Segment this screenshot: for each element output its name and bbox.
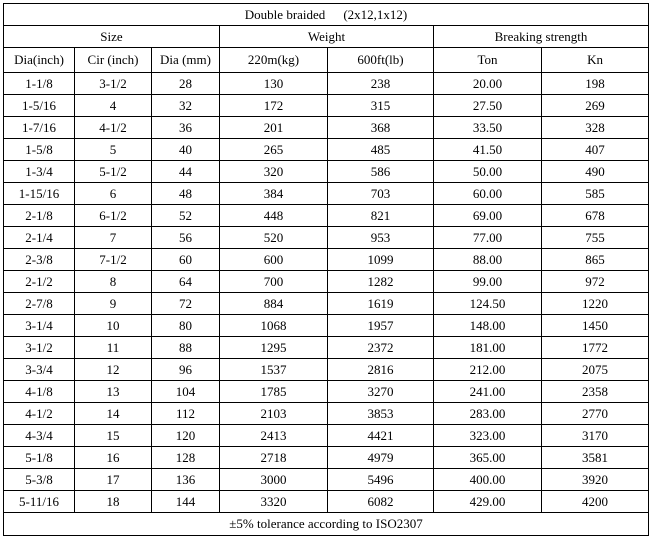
cell-kn: 3170 bbox=[542, 425, 649, 447]
cell-dia-mm: 28 bbox=[152, 73, 220, 95]
table-title bbox=[4, 4, 649, 26]
cell-weight-lb: 485 bbox=[328, 139, 434, 161]
cell-cir-inch: 10 bbox=[75, 315, 152, 337]
cell-dia-mm: 104 bbox=[152, 381, 220, 403]
cell-weight-kg: 3320 bbox=[220, 491, 328, 513]
cell-kn: 269 bbox=[542, 95, 649, 117]
table-row bbox=[4, 205, 649, 227]
table-row bbox=[4, 491, 649, 513]
cell-cir-inch: 18 bbox=[75, 491, 152, 513]
table-row bbox=[4, 139, 649, 161]
cell-kn: 407 bbox=[542, 139, 649, 161]
cell-dia-inch: 1-15/16 bbox=[4, 183, 75, 205]
cell-cir-inch: 7-1/2 bbox=[75, 249, 152, 271]
cell-weight-kg: 520 bbox=[220, 227, 328, 249]
table-row bbox=[4, 425, 649, 447]
cell-cir-inch: 6 bbox=[75, 183, 152, 205]
cell-ton: 365.00 bbox=[434, 447, 542, 469]
cell-weight-lb: 1957 bbox=[328, 315, 434, 337]
cell-dia-mm: 40 bbox=[152, 139, 220, 161]
tolerance-note: ±5% tolerance according to ISO2307 bbox=[4, 513, 649, 536]
cell-dia-inch: 2-3/8 bbox=[4, 249, 75, 271]
column-header-weight-kg: 220m(kg) bbox=[220, 48, 328, 73]
group-header-size: Size bbox=[4, 26, 220, 48]
cell-cir-inch: 5-1/2 bbox=[75, 161, 152, 183]
cell-dia-mm: 144 bbox=[152, 491, 220, 513]
cell-dia-inch: 5-1/8 bbox=[4, 447, 75, 469]
cell-ton: 283.00 bbox=[434, 403, 542, 425]
cell-ton: 88.00 bbox=[434, 249, 542, 271]
cell-weight-lb: 4979 bbox=[328, 447, 434, 469]
cell-ton: 77.00 bbox=[434, 227, 542, 249]
cell-dia-inch: 1-5/16 bbox=[4, 95, 75, 117]
cell-weight-lb: 3270 bbox=[328, 381, 434, 403]
cell-weight-lb: 315 bbox=[328, 95, 434, 117]
cell-kn: 198 bbox=[542, 73, 649, 95]
table-row bbox=[4, 249, 649, 271]
cell-weight-kg: 320 bbox=[220, 161, 328, 183]
table-row bbox=[4, 359, 649, 381]
cell-ton: 50.00 bbox=[434, 161, 542, 183]
cell-dia-mm: 48 bbox=[152, 183, 220, 205]
title-text: Double braided bbox=[244, 6, 326, 22]
cell-cir-inch: 3-1/2 bbox=[75, 73, 152, 95]
cell-cir-inch: 15 bbox=[75, 425, 152, 447]
cell-weight-kg: 3000 bbox=[220, 469, 328, 491]
cell-kn: 490 bbox=[542, 161, 649, 183]
cell-dia-mm: 96 bbox=[152, 359, 220, 381]
cell-weight-lb: 1619 bbox=[328, 293, 434, 315]
cell-weight-kg: 2413 bbox=[220, 425, 328, 447]
cell-ton: 148.00 bbox=[434, 315, 542, 337]
cell-weight-lb: 1099 bbox=[328, 249, 434, 271]
cell-dia-inch: 3-3/4 bbox=[4, 359, 75, 381]
cell-dia-inch: 5-3/8 bbox=[4, 469, 75, 491]
cell-dia-mm: 120 bbox=[152, 425, 220, 447]
table-row bbox=[4, 117, 649, 139]
table-row bbox=[4, 381, 649, 403]
cell-ton: 60.00 bbox=[434, 183, 542, 205]
column-header-kn: Kn bbox=[542, 48, 649, 73]
cell-dia-mm: 80 bbox=[152, 315, 220, 337]
cell-weight-lb: 5496 bbox=[328, 469, 434, 491]
title-spec: (2x12,1x12) bbox=[343, 6, 408, 22]
cell-cir-inch: 14 bbox=[75, 403, 152, 425]
cell-weight-kg: 1068 bbox=[220, 315, 328, 337]
cell-kn: 3581 bbox=[542, 447, 649, 469]
cell-weight-lb: 821 bbox=[328, 205, 434, 227]
cell-weight-lb: 3853 bbox=[328, 403, 434, 425]
cell-dia-inch: 2-1/8 bbox=[4, 205, 75, 227]
cell-kn: 1772 bbox=[542, 337, 649, 359]
table-row bbox=[4, 73, 649, 95]
cell-dia-inch: 2-1/2 bbox=[4, 271, 75, 293]
cell-dia-mm: 88 bbox=[152, 337, 220, 359]
cell-cir-inch: 13 bbox=[75, 381, 152, 403]
cell-ton: 69.00 bbox=[434, 205, 542, 227]
column-header-dia-mm: Dia (mm) bbox=[152, 48, 220, 73]
group-header-breaking-strength: Breaking strength bbox=[434, 26, 649, 48]
cell-ton: 400.00 bbox=[434, 469, 542, 491]
cell-ton: 33.50 bbox=[434, 117, 542, 139]
cell-ton: 212.00 bbox=[434, 359, 542, 381]
cell-ton: 20.00 bbox=[434, 73, 542, 95]
table-row bbox=[4, 469, 649, 491]
cell-dia-inch: 5-11/16 bbox=[4, 491, 75, 513]
cell-weight-kg: 1295 bbox=[220, 337, 328, 359]
cell-weight-kg: 700 bbox=[220, 271, 328, 293]
cell-kn: 755 bbox=[542, 227, 649, 249]
table-row bbox=[4, 183, 649, 205]
cell-cir-inch: 9 bbox=[75, 293, 152, 315]
cell-weight-lb: 953 bbox=[328, 227, 434, 249]
cell-dia-inch: 2-1/4 bbox=[4, 227, 75, 249]
cell-ton: 429.00 bbox=[434, 491, 542, 513]
cell-dia-mm: 36 bbox=[152, 117, 220, 139]
cell-dia-inch: 1-7/16 bbox=[4, 117, 75, 139]
cell-weight-kg: 130 bbox=[220, 73, 328, 95]
cell-weight-kg: 2718 bbox=[220, 447, 328, 469]
cell-ton: 41.50 bbox=[434, 139, 542, 161]
title-row bbox=[4, 4, 649, 26]
cell-weight-kg: 2103 bbox=[220, 403, 328, 425]
cell-dia-inch: 4-1/8 bbox=[4, 381, 75, 403]
cell-weight-lb: 4421 bbox=[328, 425, 434, 447]
cell-dia-mm: 64 bbox=[152, 271, 220, 293]
cell-cir-inch: 6-1/2 bbox=[75, 205, 152, 227]
cell-cir-inch: 12 bbox=[75, 359, 152, 381]
cell-dia-mm: 136 bbox=[152, 469, 220, 491]
cell-kn: 2358 bbox=[542, 381, 649, 403]
cell-dia-mm: 128 bbox=[152, 447, 220, 469]
cell-dia-inch: 4-1/2 bbox=[4, 403, 75, 425]
cell-weight-lb: 368 bbox=[328, 117, 434, 139]
cell-dia-inch: 4-3/4 bbox=[4, 425, 75, 447]
cell-kn: 585 bbox=[542, 183, 649, 205]
cell-cir-inch: 17 bbox=[75, 469, 152, 491]
table-row bbox=[4, 271, 649, 293]
cell-dia-mm: 112 bbox=[152, 403, 220, 425]
cell-weight-kg: 1785 bbox=[220, 381, 328, 403]
cell-kn: 3920 bbox=[542, 469, 649, 491]
cell-dia-inch: 3-1/2 bbox=[4, 337, 75, 359]
cell-weight-kg: 172 bbox=[220, 95, 328, 117]
cell-kn: 1450 bbox=[542, 315, 649, 337]
cell-cir-inch: 16 bbox=[75, 447, 152, 469]
cell-cir-inch: 8 bbox=[75, 271, 152, 293]
cell-dia-inch: 1-1/8 bbox=[4, 73, 75, 95]
cell-cir-inch: 4-1/2 bbox=[75, 117, 152, 139]
cell-weight-lb: 703 bbox=[328, 183, 434, 205]
cell-weight-lb: 586 bbox=[328, 161, 434, 183]
cell-kn: 328 bbox=[542, 117, 649, 139]
table-row bbox=[4, 447, 649, 469]
column-header-weight-lb: 600ft(lb) bbox=[328, 48, 434, 73]
cell-dia-inch: 1-5/8 bbox=[4, 139, 75, 161]
cell-dia-inch: 1-3/4 bbox=[4, 161, 75, 183]
cell-ton: 323.00 bbox=[434, 425, 542, 447]
column-header-cir-inch: Cir (inch) bbox=[75, 48, 152, 73]
group-header-row bbox=[4, 26, 649, 48]
cell-weight-kg: 265 bbox=[220, 139, 328, 161]
group-header-weight: Weight bbox=[220, 26, 434, 48]
table-row bbox=[4, 161, 649, 183]
footer-row bbox=[4, 513, 649, 536]
cell-weight-kg: 884 bbox=[220, 293, 328, 315]
cell-dia-mm: 60 bbox=[152, 249, 220, 271]
cell-cir-inch: 4 bbox=[75, 95, 152, 117]
cell-kn: 2770 bbox=[542, 403, 649, 425]
cell-cir-inch: 7 bbox=[75, 227, 152, 249]
cell-kn: 4200 bbox=[542, 491, 649, 513]
cell-weight-kg: 448 bbox=[220, 205, 328, 227]
cell-cir-inch: 5 bbox=[75, 139, 152, 161]
table-row bbox=[4, 95, 649, 117]
cell-ton: 27.50 bbox=[434, 95, 542, 117]
cell-weight-lb: 6082 bbox=[328, 491, 434, 513]
cell-weight-lb: 2372 bbox=[328, 337, 434, 359]
cell-weight-lb: 1282 bbox=[328, 271, 434, 293]
cell-kn: 2075 bbox=[542, 359, 649, 381]
cell-weight-lb: 2816 bbox=[328, 359, 434, 381]
table-row bbox=[4, 337, 649, 359]
cell-weight-kg: 201 bbox=[220, 117, 328, 139]
cell-ton: 124.50 bbox=[434, 293, 542, 315]
table-row bbox=[4, 293, 649, 315]
column-header-dia-inch: Dia(inch) bbox=[4, 48, 75, 73]
cell-ton: 99.00 bbox=[434, 271, 542, 293]
table-row bbox=[4, 315, 649, 337]
cell-weight-kg: 1537 bbox=[220, 359, 328, 381]
cell-dia-mm: 44 bbox=[152, 161, 220, 183]
cell-dia-inch: 3-1/4 bbox=[4, 315, 75, 337]
table-row bbox=[4, 403, 649, 425]
cell-dia-mm: 72 bbox=[152, 293, 220, 315]
rope-spec-table bbox=[3, 3, 649, 536]
cell-weight-kg: 600 bbox=[220, 249, 328, 271]
cell-weight-lb: 238 bbox=[328, 73, 434, 95]
cell-dia-mm: 52 bbox=[152, 205, 220, 227]
cell-cir-inch: 11 bbox=[75, 337, 152, 359]
column-header-row bbox=[4, 48, 649, 73]
cell-ton: 241.00 bbox=[434, 381, 542, 403]
cell-dia-inch: 2-7/8 bbox=[4, 293, 75, 315]
column-header-ton: Ton bbox=[434, 48, 542, 73]
cell-kn: 865 bbox=[542, 249, 649, 271]
cell-kn: 678 bbox=[542, 205, 649, 227]
cell-kn: 1220 bbox=[542, 293, 649, 315]
cell-weight-kg: 384 bbox=[220, 183, 328, 205]
cell-kn: 972 bbox=[542, 271, 649, 293]
cell-dia-mm: 56 bbox=[152, 227, 220, 249]
cell-dia-mm: 32 bbox=[152, 95, 220, 117]
cell-ton: 181.00 bbox=[434, 337, 542, 359]
table-row bbox=[4, 227, 649, 249]
